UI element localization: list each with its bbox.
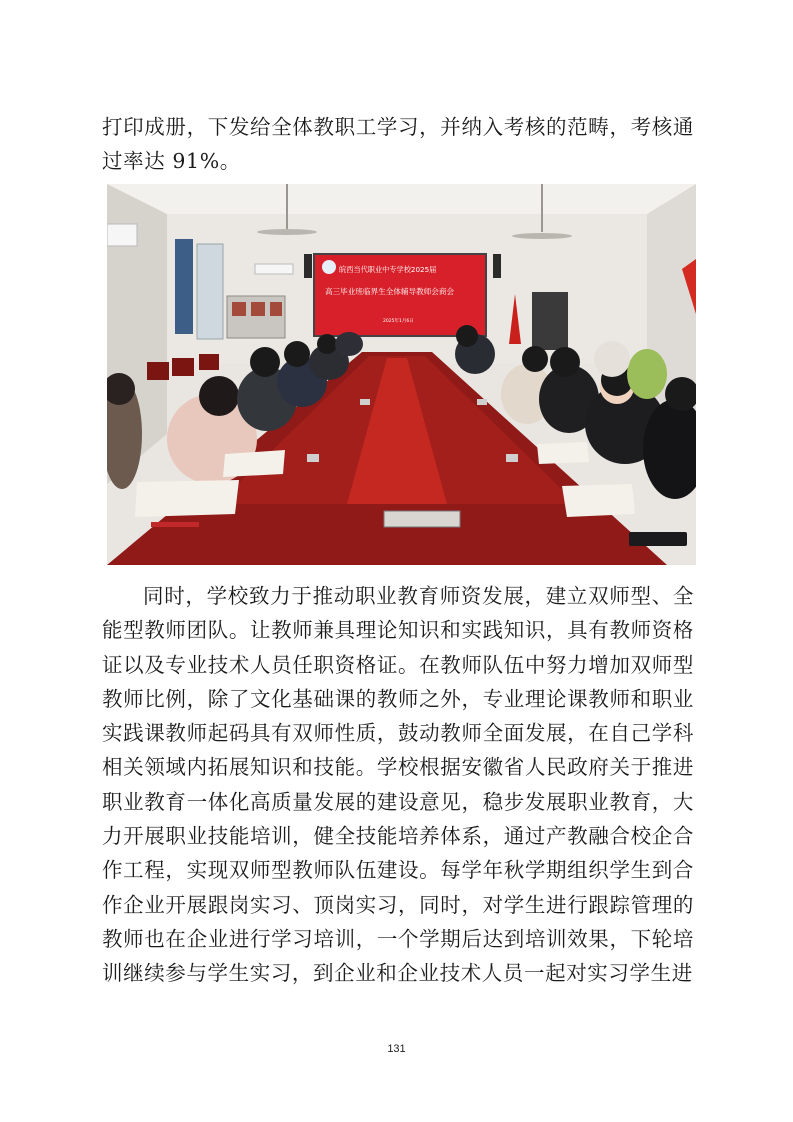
paragraph-main: 同时，学校致力于推动职业教育师资发展，建立双师型、全能型教师团队。让教师兼具理论知识和实践知识，具有教师资格证以及专业技术人员任职资格证。在教师队伍中努力增加双师型教师比例，除了文化基础课的教师之外，专业理论课教师和职业实践课教师起码具有双师性质，鼓动教师全面发展，在自己学科相关领域内拓展知识和技能。学校根据安徽省人民政府关于推进职业教育一体化高质量发展的建设意见，稳步发展职业教育，大力开展职业技能培训，健全技能培养体系，通过产教融合校企合作工程，实现双师型教师队伍建设。每学年秋学期组织学生到合作企业开展跟岗实习、顶岗实习，同时，对学生进行跟踪管理的教师也在企业进行学习培训，一个学期后达到培训效果，下轮培训继续参与学生实习，到企业和企业技术人员一起对实习学生进 xyxy=(102,584,694,986)
screen-title-line2: 高三毕业班临界生全体辅导教师会商会 xyxy=(325,287,455,296)
screen-date: 2025年1月6日 xyxy=(383,319,414,324)
paragraph-intro: 打印成册，下发给全体教职工学习，并纳入考核的范畴，考核通过率达 91%。 xyxy=(102,115,694,174)
screen-title-line1: 皖西当代职业中专学校2025届 xyxy=(339,265,437,274)
meeting-photo xyxy=(107,184,696,565)
page-number: 131 xyxy=(387,1043,406,1055)
